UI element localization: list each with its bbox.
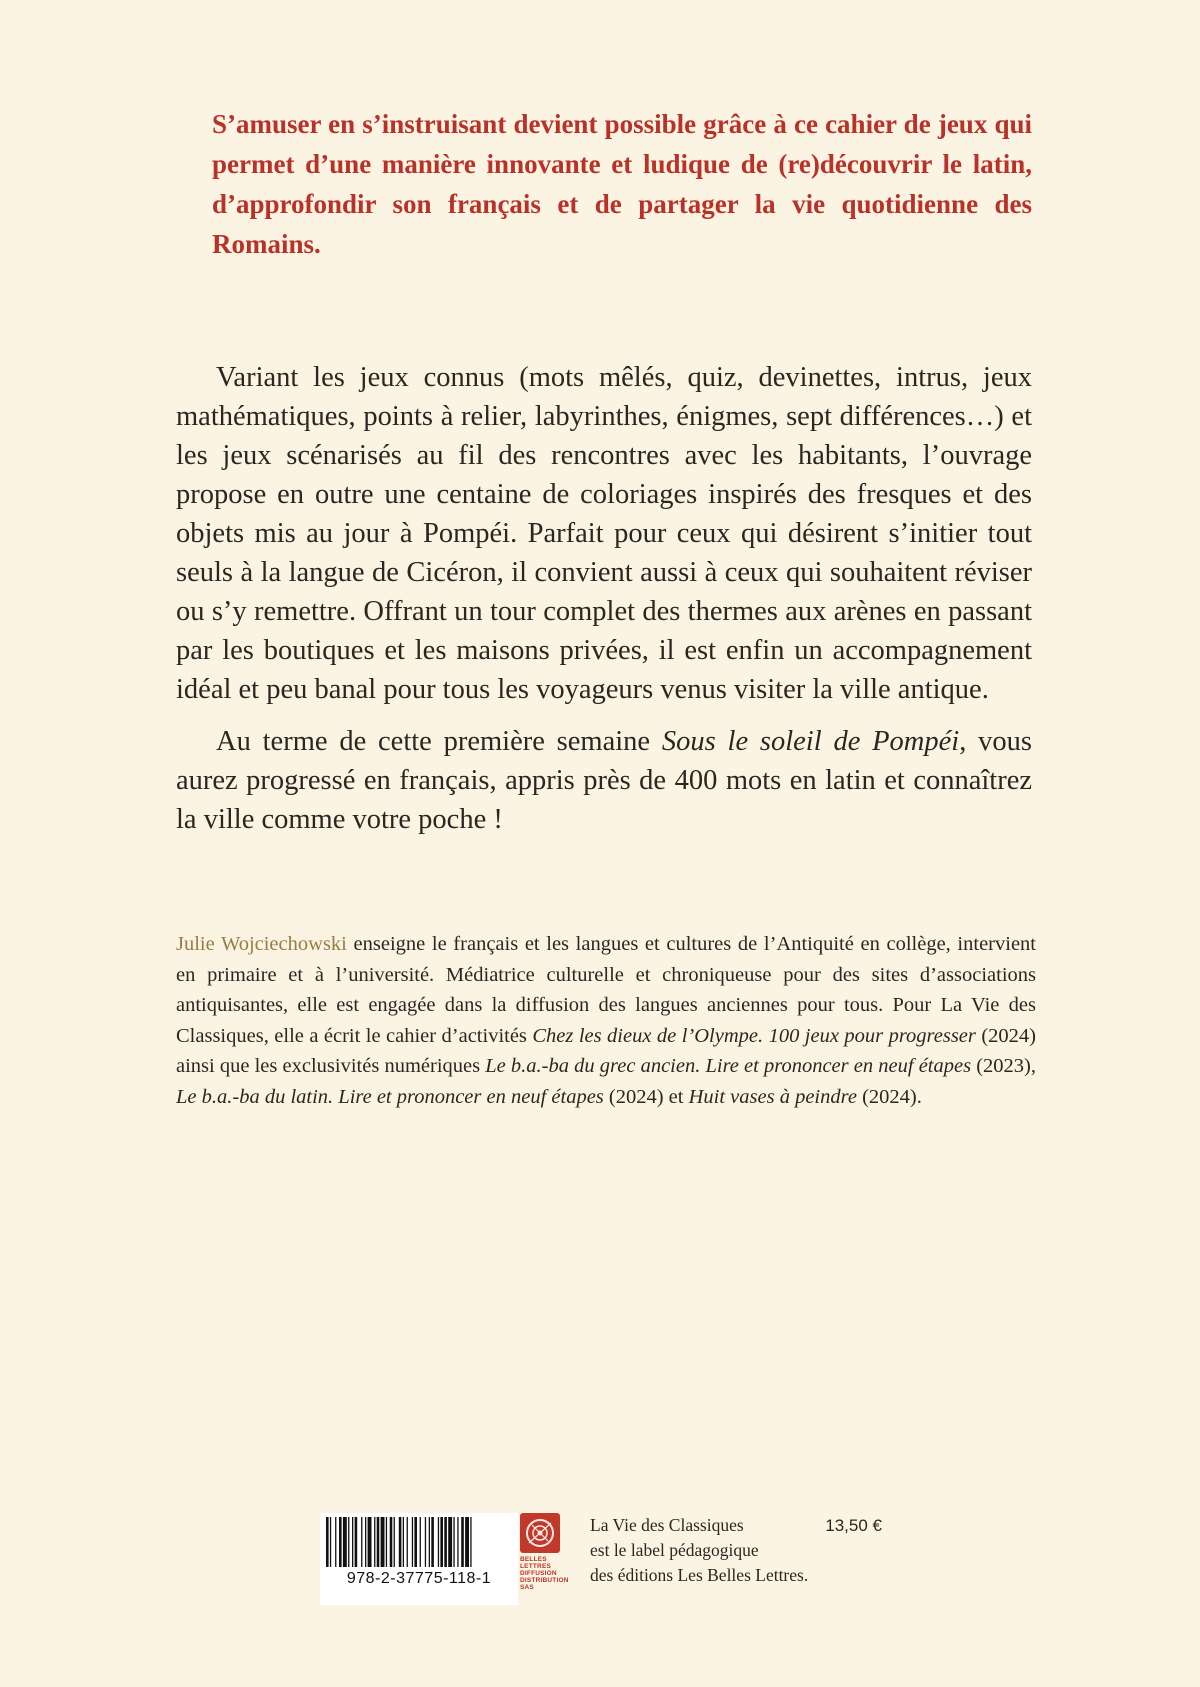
label-line: est le label pédagogique — [590, 1540, 759, 1560]
description-paragraph-1: Variant les jeux connus (mots mêlés, quiz, devinettes, intrus, jeux mathématiques, points à relier, labyrinthes, énigmes, sept différences…) et les jeux scénarisés au fil des rencontres avec les habitants, l’ouvrage propose en outre une centaine de coloriages inspirés des fresques et des objets mis au jour à Pompéi. Parfait pour ceux qui désirent s’initier tout seuls à la langue de Cicéron, il convient aussi à ceux qui souhaitent réviser ou s’y remettre. Offrant un tour complet des thermes aux arènes en passant par les boutiques et les maisons privées, il est enfin un accompagnement idéal et peu banal pour tous les voyageurs venus visiter la ville antique. — [176, 362, 1032, 705]
bio-text-4: (2024) et — [603, 1085, 689, 1108]
description-paragraph-2 — [176, 722, 1032, 839]
barcode-bar — [438, 1517, 439, 1567]
barcode-bar — [386, 1517, 387, 1567]
barcode-bar — [407, 1517, 408, 1567]
barcode-bars — [320, 1513, 518, 1569]
barcode-bar — [339, 1517, 342, 1567]
barcode-bar — [465, 1517, 469, 1567]
barcode-bar — [429, 1517, 430, 1567]
barcode-bar — [381, 1517, 385, 1567]
barcode-bar — [440, 1517, 443, 1567]
barcode-bar — [470, 1517, 471, 1567]
bio-text-1: enseigne le français et les langues et cultures de l’Antiquité en collège, intervient en primaire et à l’université. Médiatrice culturelle et chroniqueuse pour des sites d’associations antiquisantes, elle est engagée dans la diffusion des langues anciennes pour tous. Pour La Vie des Classiques, elle a écrit le cahier d’activités — [176, 933, 1036, 1047]
p2-text-end: , vous aurez progressé en français, appris près de 400 mots en latin et connaîtrez la ville comme votre poche ! — [176, 726, 1032, 835]
bio-book-1: Chez les dieux de l’Olympe. 100 jeux pour progresser — [532, 1024, 976, 1047]
barcode-bar — [444, 1517, 447, 1567]
distributor-line: BELLES LETTRES — [520, 1556, 552, 1570]
barcode-bar — [335, 1517, 336, 1567]
distributor-line: DISTRIBUTION — [520, 1577, 569, 1584]
barcode-bar — [431, 1517, 434, 1567]
barcode-bar — [374, 1517, 375, 1567]
book-title: Sous le soleil de Pompéi — [661, 726, 960, 757]
distributor-logo — [520, 1513, 569, 1605]
bio-book-4: Huit vases à peindre — [688, 1085, 857, 1108]
label-line: La Vie des Classiques — [590, 1515, 744, 1535]
barcode-bar — [330, 1517, 331, 1567]
barcode-bar — [348, 1517, 349, 1567]
barcode-bar — [377, 1517, 380, 1567]
barcode-bar — [453, 1517, 454, 1567]
barcode-bar — [448, 1517, 452, 1567]
barcode-bar — [414, 1517, 417, 1567]
bio-text-2: (2024) ainsi que les exclusivités numériques — [176, 1024, 1037, 1077]
barcode-bar — [412, 1517, 413, 1567]
belles-lettres-emblem-icon — [520, 1513, 560, 1553]
bio-book-3: Le b.a.-ba du latin. Lire et prononcer en neuf étapes — [176, 1085, 604, 1108]
barcode-bar — [420, 1517, 421, 1567]
bio-book-2: Le b.a.-ba du grec ancien. Lire et prononcer en neuf étapes — [485, 1055, 972, 1077]
barcode-bar — [394, 1517, 395, 1567]
isbn-number: 978-2-37775-118-1 — [346, 1570, 492, 1587]
back-cover-footer — [320, 1513, 880, 1613]
barcode-bar — [457, 1517, 458, 1567]
distributor-line: DIFFUSION — [520, 1570, 557, 1577]
barcode-bar — [368, 1517, 372, 1567]
barcode-bar — [461, 1517, 464, 1567]
bio-text-5: (2024). — [856, 1085, 922, 1108]
description — [176, 358, 1032, 852]
label-line: des éditions Les Belles Lettres. — [590, 1565, 809, 1585]
price: 13,50 € — [825, 1516, 882, 1535]
bio-text-3: (2023), — [971, 1055, 1037, 1077]
barcode-bar — [361, 1517, 362, 1567]
p2-text-start: Au terme de cette première semaine — [216, 726, 662, 757]
intro-paragraph: S’amuser en s’instruisant devient possible grâce à ce cahier de jeux qui permet d’une manière innovante et ludique de (re)découvrir le latin, d’approfondir son français et de partager la vie quotidienne des Romains. — [212, 109, 1032, 259]
barcode-bar — [326, 1517, 329, 1567]
author-name: Julie Wojciechowski — [176, 933, 347, 955]
distributor-line: SAS — [520, 1584, 534, 1591]
author-bio — [176, 929, 1036, 1112]
barcode-bar — [390, 1517, 393, 1567]
barcode-bar — [399, 1517, 402, 1567]
barcode-bar — [355, 1517, 358, 1567]
barcode-bar — [365, 1517, 366, 1567]
barcode — [320, 1513, 518, 1605]
distributor-text — [520, 1556, 569, 1591]
barcode-bar — [352, 1517, 353, 1567]
barcode-bar — [425, 1517, 426, 1567]
barcode-bar — [403, 1517, 404, 1567]
barcode-bar — [343, 1517, 347, 1567]
